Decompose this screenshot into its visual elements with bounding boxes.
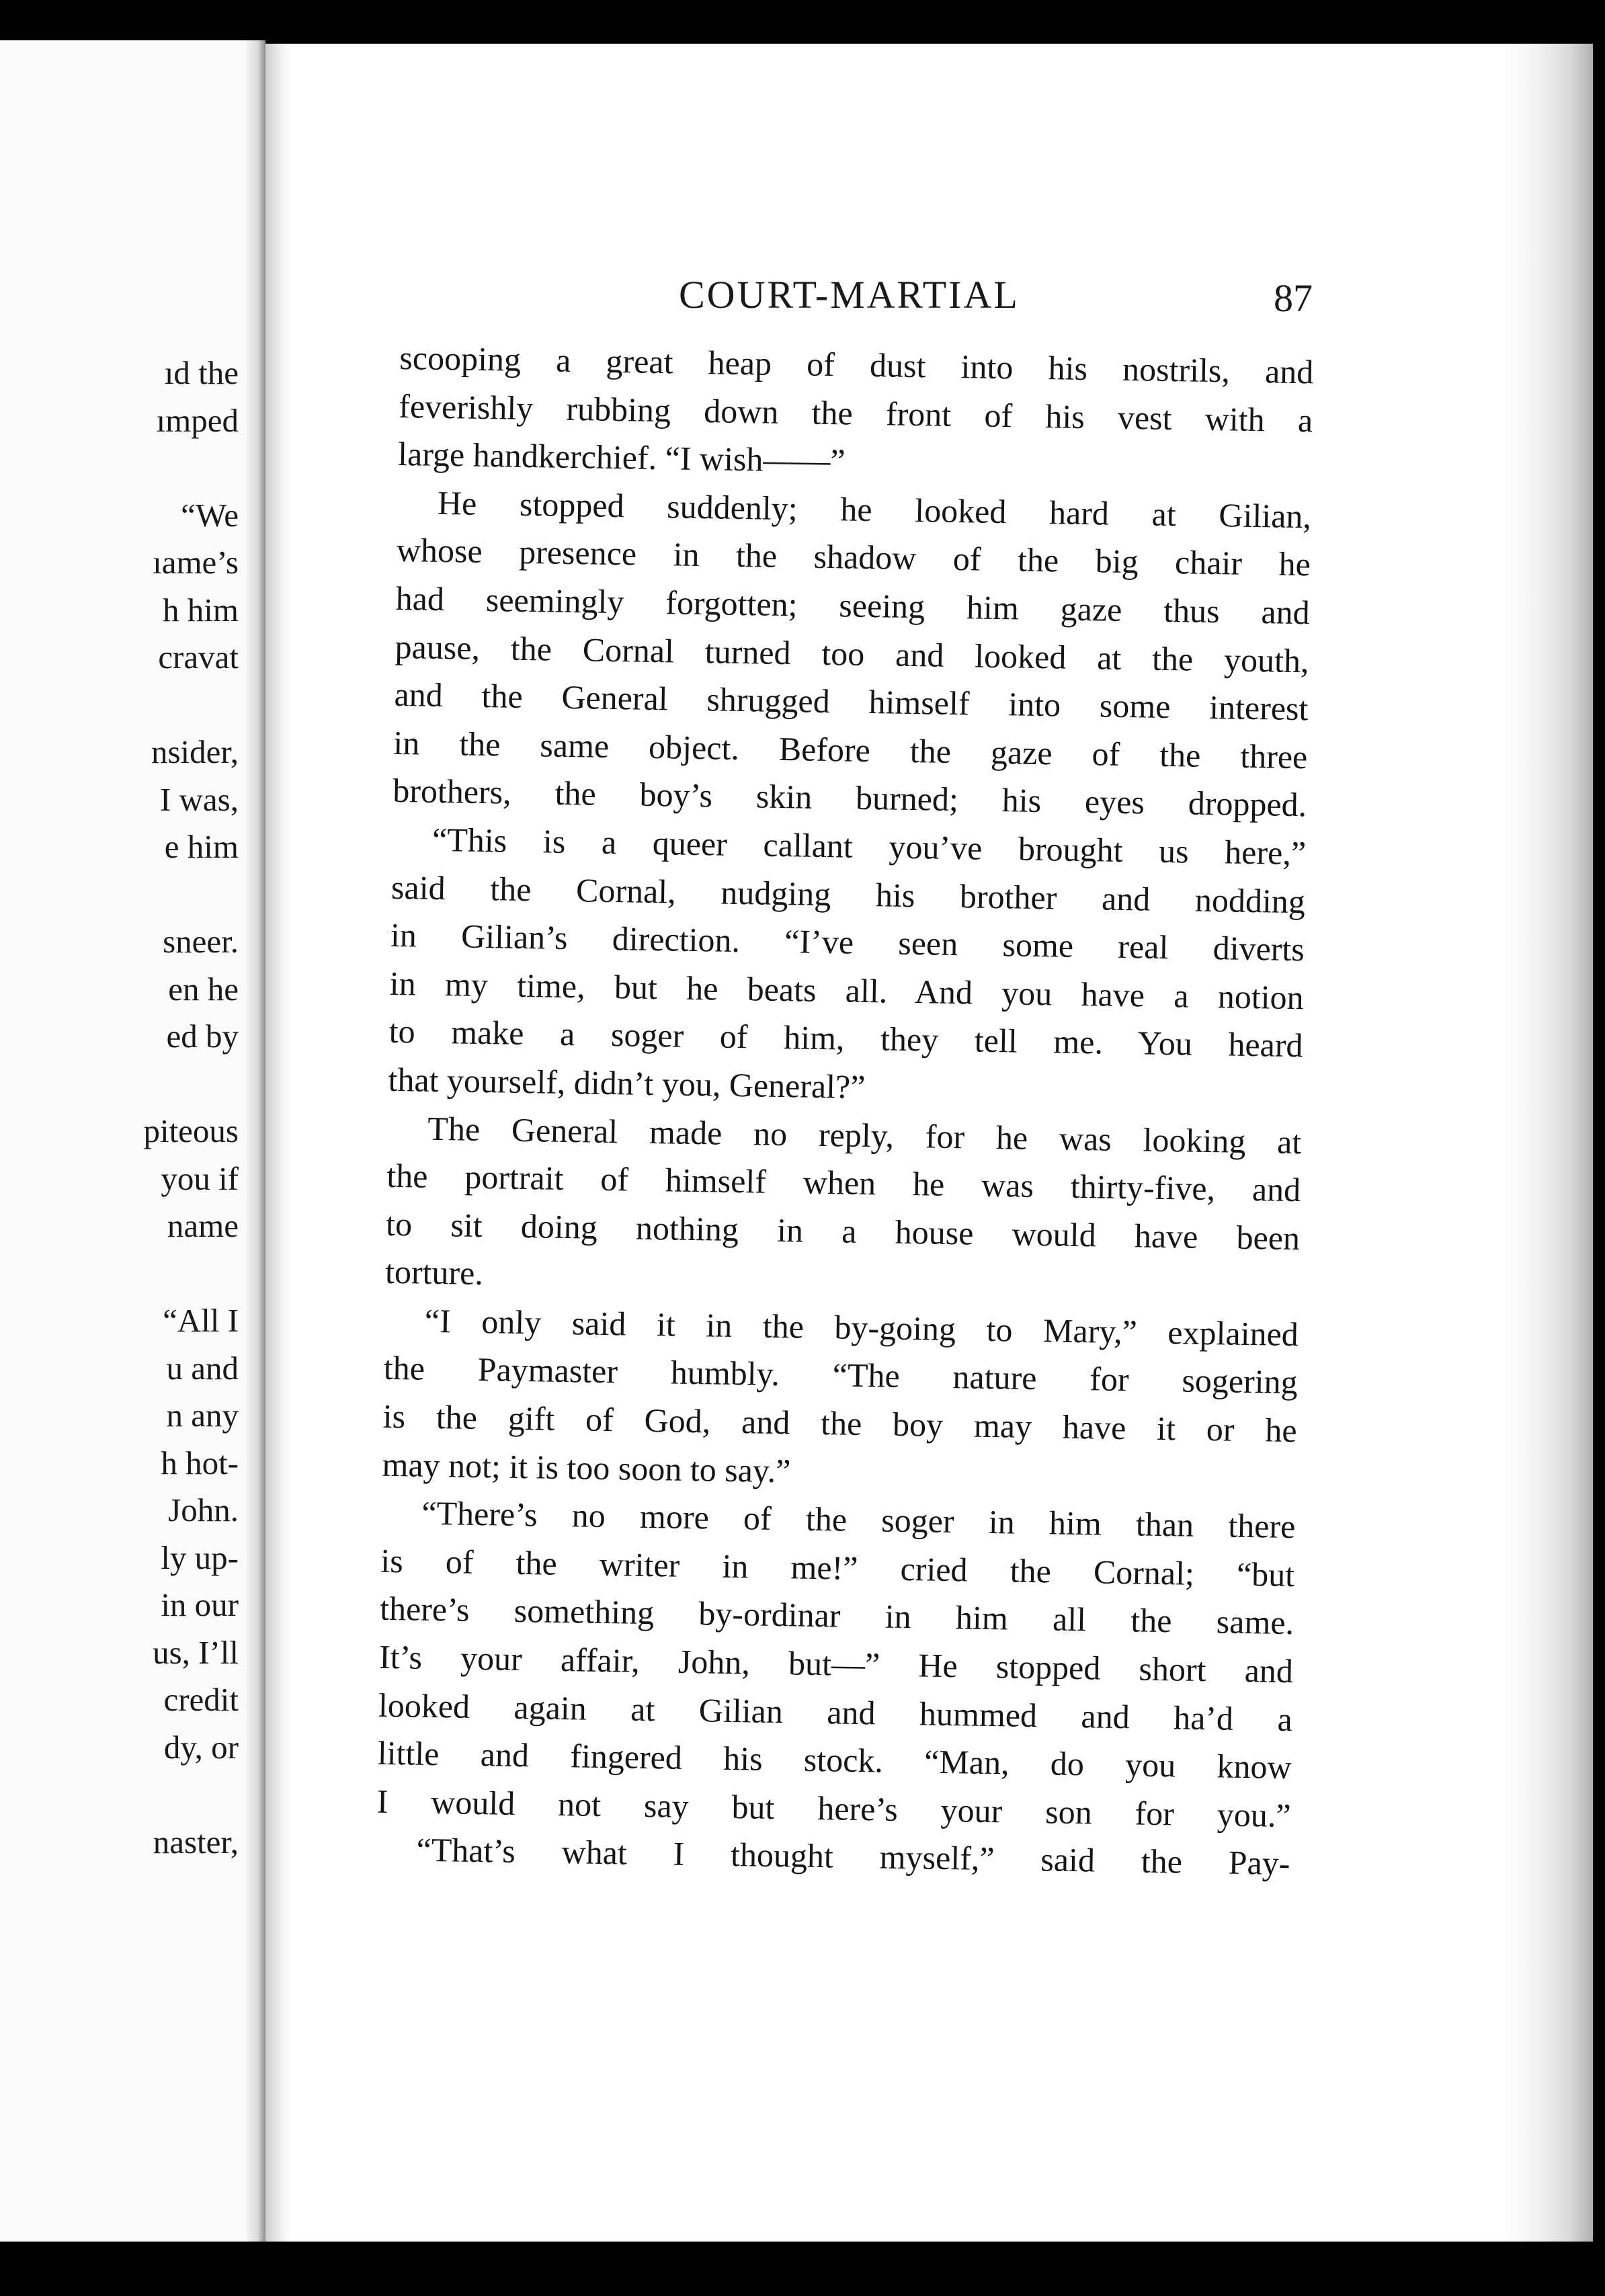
facing-text-fragment: naster,: [153, 1823, 239, 1860]
facing-text-fragment: John.: [168, 1491, 239, 1528]
facing-text-fragment: ıame’s: [153, 544, 239, 581]
text-line: there’s something by-ordinar in him all the same.: [379, 1590, 1294, 1642]
book-gutter: [247, 40, 265, 2245]
text-line: “This is a queer callant you’ve brought us here,”: [431, 820, 1307, 872]
text-line: in the same object. Before the gaze of the three: [393, 723, 1308, 776]
facing-text-fragment: you if: [161, 1159, 239, 1197]
text-line: in Gilian’s direction. “I’ve seen some real diverts: [390, 916, 1305, 969]
facing-text-fragment: sneer.: [163, 923, 239, 960]
text-line: is the gift of God, and the boy may have it or he: [382, 1397, 1297, 1450]
facing-text-fragment: nsider,: [151, 733, 239, 770]
facing-text-fragment: n any: [166, 1397, 239, 1434]
facing-text-fragment: “All I: [163, 1302, 239, 1339]
facing-text-fragment: ly up-: [161, 1539, 239, 1576]
text-line: It’s your affair, John, but—” He stopped short and: [378, 1637, 1294, 1690]
book-page: [265, 44, 1593, 2242]
text-line: to make a soger of him, they tell me. You heard: [388, 1012, 1303, 1065]
text-line: to sit doing nothing in a house would have been: [385, 1204, 1301, 1257]
scan-background-bottom: [0, 2242, 1605, 2296]
page-edge-shadow: [1506, 44, 1593, 2242]
facing-text-fragment: in our: [161, 1586, 239, 1623]
text-line: “That’s what I thought myself,” said the Pay-: [416, 1831, 1290, 1883]
text-line: in my time, but he beats all. And you have a notion: [389, 964, 1305, 1016]
facing-text-fragment: “We: [181, 496, 239, 534]
facing-text-fragment: u and: [166, 1349, 239, 1387]
text-line: “There’s no more of the soger in him than there: [421, 1493, 1296, 1546]
text-line: the Paymaster humbly. “The nature for sogering: [383, 1349, 1299, 1401]
text-line: brothers, the boy’s skin burned; his eyes dropped.: [392, 772, 1307, 824]
page-number: 87: [1274, 276, 1313, 320]
text-line: The General made no reply, for he was looking at: [427, 1109, 1302, 1161]
facing-text-fragment: cravat: [158, 639, 239, 675]
text-line: had seemingly forgotten; seeing him gaze thus and: [395, 579, 1311, 632]
text-line: feverishly rubbing down the front of his vest with a: [398, 386, 1313, 439]
facing-text-fragment: name: [167, 1207, 239, 1244]
text-line: I would not say but here’s your son for you.”: [376, 1782, 1291, 1834]
facing-text-fragment: h hot-: [161, 1444, 239, 1481]
text-line: said the Cornal, nudging his brother and nodding: [390, 868, 1306, 920]
running-head: COURT-MARTIAL: [679, 273, 1020, 317]
text-line: looked again at Gilian and hummed and ha’d a: [378, 1686, 1293, 1738]
facing-text-fragment: h him: [163, 591, 239, 628]
text-line: that yourself, didn’t you, General?”: [388, 1060, 866, 1106]
text-line: whose presence in the shadow of the big chair he: [396, 531, 1311, 583]
facing-text-fragment: ed by: [166, 1018, 239, 1055]
facing-text-fragment: dy, or: [163, 1728, 239, 1766]
text-line: torture.: [384, 1253, 484, 1293]
page-gutter-shadow: [265, 44, 292, 2242]
text-line: and the General shrugged himself into some interest: [394, 675, 1309, 728]
facing-text-fragment: piteous: [143, 1112, 239, 1149]
facing-page-left: [0, 40, 265, 2245]
text-line: He stopped suddenly; he looked hard at Gilian,: [437, 483, 1312, 536]
body-text: [376, 334, 1314, 1888]
text-line: pause, the Cornal turned too and looked at the youth,: [395, 627, 1309, 680]
text-line: may not; it is too soon to say.”: [382, 1445, 791, 1489]
facing-text-fragment: ımped: [156, 401, 239, 439]
facing-text-fragment: I was,: [159, 780, 239, 818]
text-line: scooping a great heap of dust into his nostrils, and: [399, 338, 1314, 391]
text-line: little and fingered his stock. “Man, do you know: [377, 1733, 1292, 1787]
text-line: is of the writer in me!” cried the Cornal; “but: [380, 1541, 1295, 1594]
facing-text-fragment: us, I’ll: [153, 1633, 239, 1671]
text-line: the portrait of himself when he was thirty-five, and: [386, 1156, 1301, 1209]
facing-text-fragment: credit: [163, 1681, 239, 1718]
facing-text-fragment: ıd the: [164, 354, 239, 391]
facing-text-fragment: e him: [164, 828, 239, 865]
text-line: “I only said it in the by-going to Mary,” explained: [424, 1301, 1299, 1354]
facing-text-fragment: en he: [168, 970, 239, 1008]
text-line: large handkerchief. “I wish——”: [397, 435, 846, 480]
